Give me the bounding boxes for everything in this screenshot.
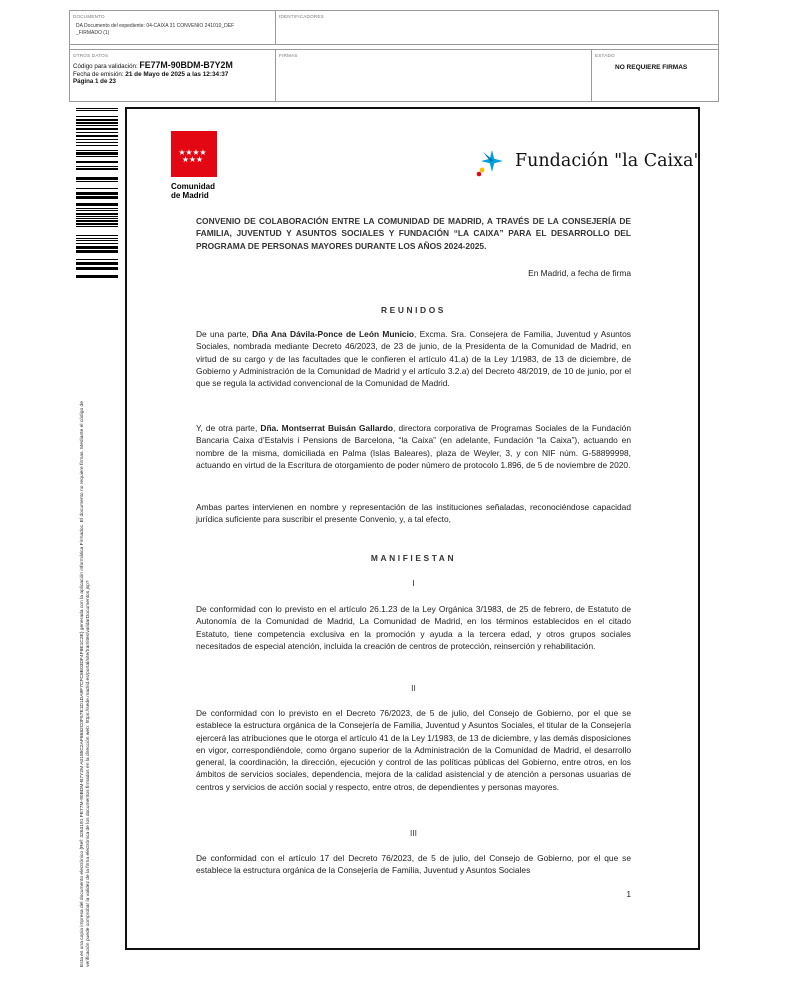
firmas-label: FIRMAS — [279, 53, 298, 58]
caixa-logo-text: Fundación "la Caixa" — [515, 151, 702, 171]
otros-datos-cell — [70, 49, 276, 101]
caixa-star-icon — [473, 149, 511, 179]
validation-code-line — [73, 62, 272, 71]
manifiestan-paragraph-1: De conformidad con lo previsto en el artículo 26.1.23 de la Ley Orgánica 3/1983, de 25 de febrero, de Estatuto de Autonomía de la Comunidad de Madrid, La Comunidad de Madrid, en los términos establecidos en el citado Estatuto, tiene competencia exclusiva en la promoción y ayuda a la tercera edad, y otros grupos sociales necesitados de especial atención, incluida la creación de centros de protección, reinserción y rehabilitación. — [196, 604, 631, 651]
svg-text:★: ★ — [199, 148, 207, 157]
documento-value — [76, 23, 272, 37]
manifiestan-heading: MANIFIESTAN — [370, 553, 457, 563]
document-title: CONVENIO DE COLABORACIÓN ENTRE LA COMUNIDAD DE MADRID, A TRAVÉS DE LA CONSEJERÍA DE FAMILIA, JUVENTUD Y ASUNTOS SOCIALES Y FUNDACIÓN “LA CAIXA” PARA EL DESARROLLO DEL PROGRAMA DE PERSONAS MAYORES DURANTE LOS AÑOS 2024-2025. — [196, 216, 631, 251]
p1-rest: , Excma. Sra. Consejera de Familia, Juventud y Asuntos Sociales, nombrada mediante Decreto 46/2023, de 23 de junio, de la Presidenta de la Comunidad de Madrid, en virtud de su cargo y de las facultades que le confieren el artículo 41.a) de la Ley 1/1983, de 13 de diciembre, de Gobierno y Administración de la Comunidad de Madrid y el artículo 3.2.a) del Decreto 48/2019, de 10 de junio, por el que se regula la actividad convencional de la Comunidad de Madrid. — [196, 329, 631, 389]
madrid-flag-icon — [171, 131, 217, 177]
page-number: 1 — [626, 889, 631, 899]
fundacion-la-caixa-logo — [473, 149, 702, 179]
estado-label: ESTADO — [595, 53, 615, 58]
svg-text:★: ★ — [181, 155, 190, 164]
documento-value-line2: _FIRMADO (1) — [76, 30, 110, 36]
document-metadata-table — [69, 10, 719, 102]
validation-code-prefix: Código para validación: — [73, 63, 138, 70]
page-count: Página 1 de 23 — [73, 78, 116, 86]
roman-numeral-2: II — [411, 683, 416, 693]
verification-side-text-line1: Esta es una copia impresa del documento electrónico (Ref: 3263191 FE77M-90BDM-B7Y2M A0185C2AF8682C0F57E1D1DA9F7CFC8B03DF4F8E1C2E) generada con la aplicación informática Firmadoc. El documento no requiere firmas. Mediante el código de — [80, 401, 85, 967]
identificadores-cell — [276, 11, 718, 45]
paragraph-both-parties: Ambas partes intervienen en nombre y representación de las instituciones señaladas, reconociéndose capacidad jurídica suficiente para suscribir el presente Convenio, y, a tal efecto, — [196, 502, 631, 525]
svg-text:★: ★ — [195, 155, 204, 164]
identificadores-label: IDENTIFICADORES — [279, 14, 324, 19]
estado-cell — [592, 49, 718, 101]
svg-text:★: ★ — [188, 155, 197, 164]
document-page — [125, 107, 700, 950]
comunidad-de-madrid-logo — [171, 131, 226, 203]
roman-numeral-3: III — [410, 828, 417, 838]
firmas-cell — [276, 49, 592, 101]
roman-numeral-1: I — [412, 578, 415, 588]
reunidos-heading: REUNIDOS — [380, 305, 446, 315]
svg-text:★: ★ — [192, 148, 200, 157]
paragraph-party-two — [196, 422, 631, 471]
p2-name: Dña. Montserrat Buisán Gallardo — [260, 423, 394, 433]
manifiestan-paragraph-3: De conformidad con el artículo 17 del Decreto 76/2023, de 5 de julio, del Consejo de Gobierno, por el que se establece la estructura orgánica de la Consejería de Familia, Juventud y Asuntos Sociales — [196, 853, 631, 876]
emission-date-line — [73, 71, 272, 79]
otros-datos-label: OTROS DATOS — [73, 53, 109, 58]
estado-value: NO REQUIERE FIRMAS — [615, 64, 688, 71]
documento-label: DOCUMENTO — [73, 14, 105, 19]
p2-start: Y, de otra parte, — [196, 423, 261, 433]
verification-side-text-line2: verificación puede comprobar la validez de la firma electrónica de los documentos firmados en la dirección web: https://sede.madrid.es/portal/site/tramites/validarDocumentos.jsp? — [86, 580, 92, 967]
p1-name: Dña Ana Dávila-Ponce de León Municio — [252, 329, 415, 339]
svg-text:★: ★ — [185, 148, 193, 157]
madrid-logo-line1: Comunidad — [171, 182, 215, 191]
p2-rest: , directora corporativa de Programas Sociales de la Fundación Bancaria Caixa d’Estalvis i Pensions de Barcelona, “la Caixa” (en adelante, Fundación “la Caixa”), actuando en nombre de la misma, domiciliada en Palma (Islas Baleares), plaza de Weyler, 3, y con NIF núm. G-58899998, actuando en virtud de la Escritura de otorgamiento de poder número de protocolo 1.896, de 5 de noviembre de 2020. — [196, 423, 631, 470]
barcode-image — [76, 108, 118, 278]
manifiestan-paragraph-2: De conformidad con lo previsto en el Decreto 76/2023, de 5 de julio, del Consejo de Gobierno, por el que se establece la estructura orgánica de la Consejería de Familia, Juventud y Asuntos Sociales, el titular de la Consejería ejercerá las atribuciones que le otorga el artículo 41 de la Ley 1/1983, de 13 de diciembre, y las demás disposiciones en vigor, correspondiéndole, como órgano superior de la Administración de la Comunidad de Madrid, el desarrollo general, la coordinación, la dirección, ejecución y control de las políticas públicas del Gobierno, entre otros, en los ámbitos de servicios sociales, dependencia, mejora de la calidad asistencial y de atención a personas usuarias de centros y servicios de acción social y respecto, entre otros, de dependientes y personas mayores. — [196, 708, 631, 792]
emission-date-prefix: Fecha de emisión: — [73, 70, 124, 78]
documento-cell — [70, 11, 276, 45]
p1-start: De una parte, — [196, 329, 253, 339]
paragraph-party-one — [196, 328, 631, 389]
verification-side-text — [80, 292, 94, 967]
place-date: En Madrid, a fecha de firma — [528, 268, 631, 278]
emission-date: 21 de Mayo de 2025 a las 12:34:37 — [125, 70, 229, 78]
madrid-logo-line2: de Madrid — [171, 191, 209, 200]
madrid-logo-text — [171, 182, 215, 200]
svg-text:★: ★ — [178, 148, 186, 157]
documento-value-line1: DA Documento del expediente: 04-CAIXA 31 CONVENIO 241010_DEF — [76, 23, 235, 29]
validation-code: FE77M-90BDM-B7Y2M — [139, 60, 233, 70]
